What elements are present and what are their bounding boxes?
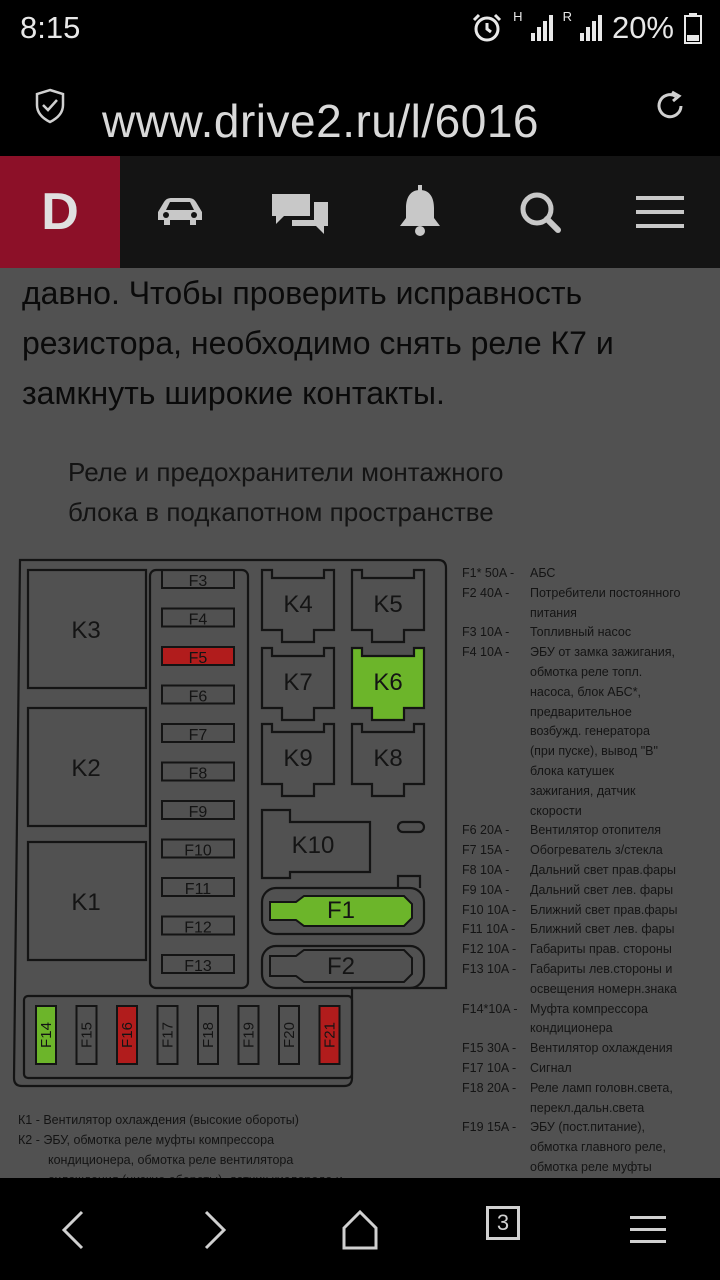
legend-entry (462, 861, 720, 881)
legend-entry (462, 960, 720, 980)
legend-entry (462, 623, 720, 643)
fuse-f2-label: F2 (326, 953, 356, 980)
figure-title-line-1: Реле и предохранители монтажного (68, 457, 504, 487)
legend-continuation: предварительное (530, 704, 632, 719)
fuse-f17-label: F17 (159, 1022, 177, 1048)
legend-code: F14*10A - (462, 1001, 518, 1016)
legend-code: F8 10A - (462, 862, 510, 877)
fuse-f1-label: F1 (326, 897, 356, 924)
relay-k4-label: K4 (283, 591, 313, 618)
legend-desc: Ближний свет прав.фары (530, 902, 678, 917)
home-icon[interactable] (340, 1208, 380, 1252)
legend-code: F15 30A - (462, 1041, 517, 1056)
relay-k2-label: K2 (71, 755, 101, 782)
relay-k10-label: K10 (291, 832, 335, 859)
browser-bottom-bar (0, 1178, 720, 1280)
status-icons (471, 10, 702, 46)
drive2-logo[interactable]: D (0, 156, 120, 268)
legend-code: F6 20A - (462, 823, 510, 838)
legend-continuation: (при пуске), вывод "В" (530, 744, 658, 759)
back-icon[interactable] (56, 1208, 90, 1252)
legend-entry (462, 940, 720, 960)
legend-code: F12 10A - (462, 942, 517, 957)
bell-icon[interactable] (390, 182, 450, 242)
legend-desc: Дальний свет лев. фары (530, 882, 674, 897)
figure-title-line-2: блока в подкапотном пространстве (68, 497, 494, 527)
article-content (0, 268, 720, 1178)
legend-desc: Реле ламп головн.света, (530, 1080, 673, 1095)
site-navigation (0, 156, 720, 268)
legend-entry (462, 1000, 720, 1020)
url-text[interactable]: www.drive2.ru/l/6016 (102, 95, 539, 147)
signal-1-icon (531, 15, 553, 41)
legend-continuation: блока катушек (530, 763, 615, 778)
legend-continuation: насоса, блок АБС*, (530, 684, 642, 699)
legend-code: F18 20A - (462, 1080, 517, 1095)
legend-code: F9 10A - (462, 882, 510, 897)
browser-menu-icon[interactable] (628, 1208, 668, 1252)
fuse-f10-label: F10 (184, 842, 212, 860)
alarm-icon (471, 12, 503, 44)
forward-icon[interactable] (198, 1208, 232, 1252)
legend-entry (462, 1079, 720, 1099)
relay-legend-entry: К2 - ЭБУ, обмотка реле муфты компрессора (18, 1133, 275, 1147)
fuse-f4-label: F4 (188, 611, 208, 629)
legend-desc: Обогреватель з/стекла (530, 843, 663, 858)
tabs-button[interactable] (486, 1206, 520, 1240)
fuse-f14-label: F14 (38, 1022, 55, 1048)
fuse-f20-label: F20 (281, 1022, 298, 1048)
legend-desc: Габариты прав. стороны (530, 942, 672, 957)
search-icon[interactable] (510, 182, 570, 242)
network-type-2: R (562, 8, 572, 24)
relay-k9-label: K9 (283, 745, 313, 772)
fuse-f16-label: F16 (119, 1022, 136, 1048)
relay-k8-label: K8 (373, 745, 403, 772)
fuse-f3-label: F3 (188, 573, 208, 590)
legend-desc: Ближний свет лев. фары (530, 922, 675, 937)
fuse-f18-label: F18 (200, 1022, 217, 1048)
fuse-f12-label: F12 (184, 919, 212, 937)
legend-code: F19 15A - (462, 1120, 517, 1135)
legend-continuation: скорости (530, 803, 582, 818)
legend-code: F4 10A - (462, 645, 510, 660)
legend-desc: Сигнал (530, 1060, 572, 1075)
legend-desc: Топливный насос (530, 625, 632, 640)
legend-code: F11 10A - (462, 922, 516, 937)
fuse-f7-label: F7 (188, 727, 208, 744)
legend-desc: Муфта компрессора (530, 1001, 649, 1016)
legend-entry (462, 901, 720, 921)
car-icon[interactable] (150, 182, 210, 242)
relay-k5-label: K5 (373, 591, 403, 618)
legend-code: F13 10A - (462, 961, 517, 976)
fuse-f11-label: F11 (184, 881, 212, 898)
fuse-f9-label: F9 (188, 804, 208, 821)
relay-k6-label: K6 (373, 669, 403, 696)
fuse-f21-label: F21 (321, 1022, 339, 1048)
fuse-f15-label: F15 (78, 1022, 96, 1048)
legend-code: F3 10A - (462, 625, 510, 640)
legend-entry (462, 564, 720, 584)
legend-entry (462, 920, 720, 940)
legend-continuation: освещения номерн.знака (530, 981, 677, 996)
legend-desc: Вентилятор охлаждения (530, 1041, 673, 1056)
legend-desc: Вентилятор отопителя (530, 823, 662, 838)
fuse-f8-label: F8 (188, 765, 208, 783)
legend-code: F1* 50A - (462, 566, 515, 580)
legend-desc: ЭБУ (пост.питание), (530, 1120, 646, 1135)
bottom-fuse-row-frame (24, 996, 352, 1078)
relay-k3-label: K3 (71, 617, 101, 644)
fuse-f1-clip (398, 876, 420, 888)
legend-entry (462, 821, 720, 841)
legend-desc: Габариты лев.стороны и (530, 961, 673, 976)
messages-icon[interactable] (270, 182, 330, 242)
relay-legend-entry: К1 - Вентилятор охлаждения (высокие обороты) (18, 1113, 299, 1127)
article-paragraph: давно. Чтобы проверить исправность резистора, необходимо снять реле К7 и замкнуть широкие контакты. (22, 275, 614, 411)
legend-continuation: питания (530, 605, 577, 620)
legend-entry (462, 881, 720, 901)
fuse-f5-label: F5 (188, 650, 208, 667)
battery-icon (684, 13, 702, 43)
legend-continuation: кондиционера (530, 1021, 613, 1036)
menu-icon[interactable] (630, 182, 690, 242)
fuse-legend (462, 564, 720, 1178)
tab-count: 3 (496, 1210, 510, 1235)
battery-percent: 20% (611, 10, 674, 45)
fuse-box-diagram (0, 548, 460, 1118)
secure-shield-icon[interactable] (34, 88, 66, 124)
legend-continuation: обмотка реле муфты (530, 1159, 652, 1174)
legend-continuation: обмотка главного реле, (530, 1140, 666, 1155)
legend-code: F17 10A - (462, 1060, 517, 1075)
legend-desc: Дальний свет прав.фары (530, 862, 677, 877)
legend-code: F7 15A - (462, 843, 510, 858)
legend-desc: Потребители постоянного (530, 585, 681, 600)
legend-entry (462, 643, 720, 663)
signal-2-icon (580, 15, 602, 41)
legend-continuation: зажигания, датчик (530, 783, 636, 798)
figure-title (68, 452, 668, 532)
legend-desc: ЭБУ от замка зажигания, (530, 645, 676, 660)
connector-slot (398, 822, 424, 832)
legend-desc: АБС (530, 566, 556, 580)
legend-entry (462, 584, 720, 604)
relay-legend-continuation: кондиционера, обмотка реле вентилятора (48, 1153, 294, 1167)
legend-code: F2 40A - (462, 585, 510, 600)
fuse-f19-label: F19 (240, 1022, 258, 1048)
legend-code: F10 10A - (462, 902, 517, 917)
legend-continuation: обмотка реле топл. (530, 664, 643, 679)
clock: 8:15 (20, 10, 81, 45)
reload-icon[interactable] (652, 88, 688, 124)
browser-address-bar[interactable] (0, 58, 720, 156)
legend-entry (462, 1118, 720, 1138)
legend-continuation: возбужд. генератора (530, 724, 650, 739)
status-bar (0, 0, 720, 58)
fuse-f13-label: F13 (184, 958, 212, 975)
legend-entry (462, 841, 720, 861)
network-type-1: H (513, 8, 523, 24)
legend-entry (462, 1059, 720, 1079)
legend-entry (462, 1039, 720, 1059)
relay-k1-label: K1 (71, 889, 101, 916)
relay-k7-label: K7 (283, 669, 313, 696)
legend-continuation: перекл.дальн.света (530, 1100, 645, 1115)
url-fade (590, 58, 630, 156)
fuse-f6-label: F6 (188, 688, 208, 706)
